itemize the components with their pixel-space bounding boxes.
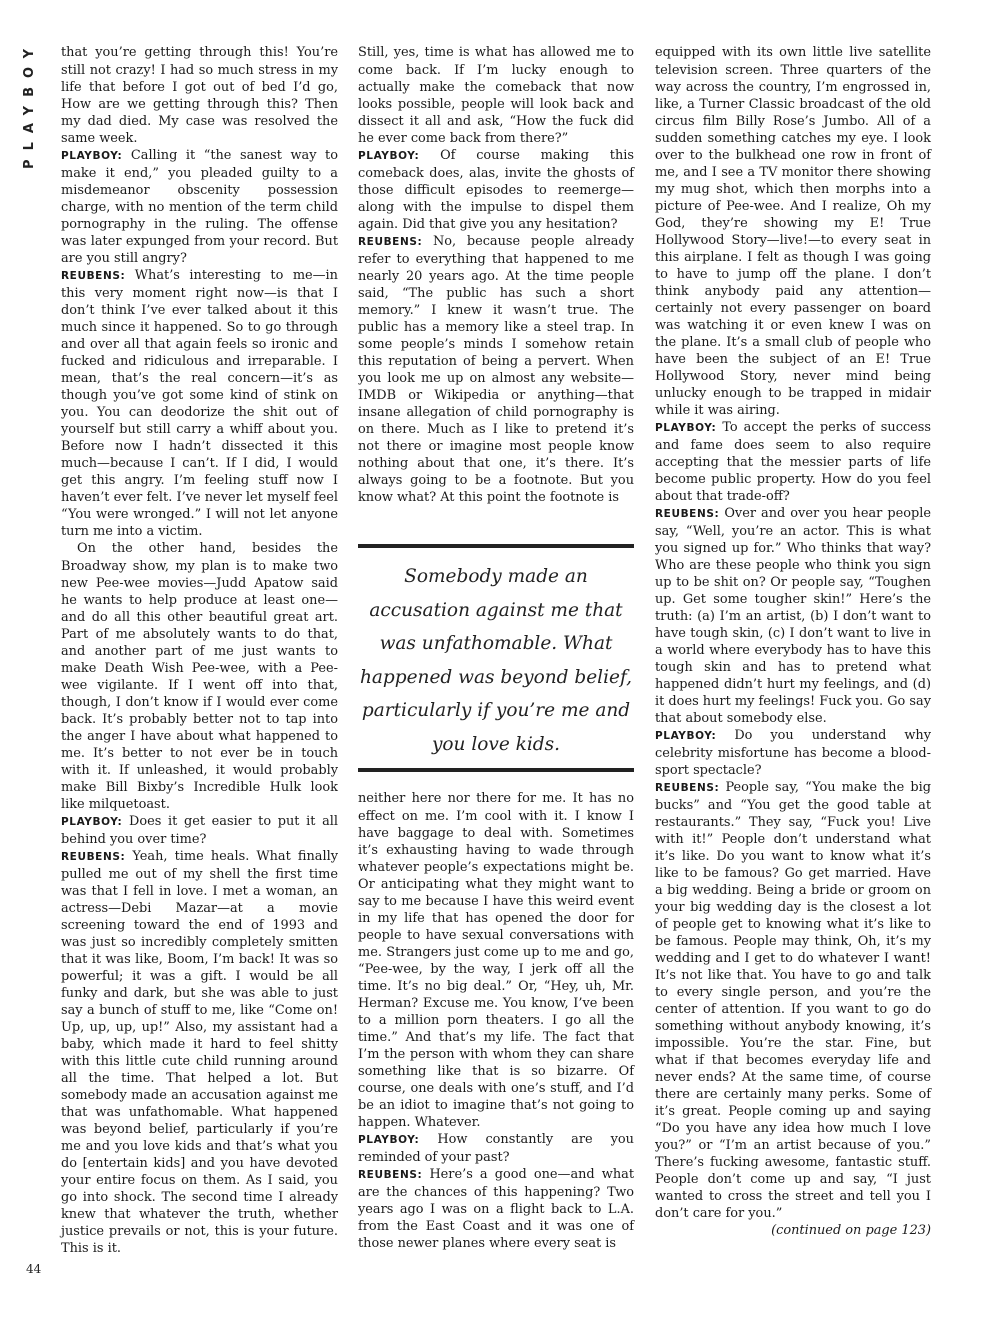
- paragraph: [61, 848, 338, 1257]
- speaker-label: REUBENS:: [61, 851, 126, 863]
- paragraph: [358, 233, 634, 506]
- paragraph: [61, 813, 338, 848]
- paragraph-text: Calling it “the sanest way to make it end,” you pleaded guilty to a misdemeanor obscenity possession charge, with no mention of the term child pornography in the ruling. The offense was later expunged from your record. But are you still angry?: [61, 148, 338, 266]
- paragraph-text: equipped with its own little live satellite television screen. Three quarters of the way across the country, I’m engrossed in, like, a Turner Classic broadcast of the old circus film Billy Rose’s Jumbo. All of a sudden something catches my eye. I look over to the bulkhead one row in front of me, and I see a TV monitor there showing my mug shot, which then morphs into a picture of Pee-wee. And I realize, Oh my God, they’re showing my E! True Hollywood Story—live!—to every seat in this airplane. I felt as though I was going to have to jump off the plane. I don’t think anybody paid any attention—certainly not every passenger on board was watching it or even knew I was on the plane. It’s a small club of people who have been the subject of an E! True Hollywood Story, never mind being unlucky enough to be trapped in midair while it was airing.: [655, 45, 931, 418]
- speaker-label: PLAYBOY:: [655, 422, 717, 434]
- paragraph: [358, 1166, 634, 1252]
- paragraph: [61, 44, 338, 147]
- paragraph-text: On the other hand, besides the Broadway show, my plan is to make two new Pee-wee movies—Judd Apatow said he wants to help produce at least one—and do all this other beautiful great art. Part of me absolutely wants to do that, and another part of me just wants to make Death Wish Pee-wee, with a Pee-wee vigilante. If I went off into that, though, I don’t know if I would ever come back. It’s probably better not to tap into the anger I have about what happened to me. It’s better to not ever be in touch with it. If unleashed, it would probably make Bill Bixby’s Incredible Hulk look like milquetoast.: [61, 541, 338, 812]
- paragraph-text: that you’re getting through this! You’re still not crazy! I had so much stress in my life that before I got out of bed I’d go, How are we getting through this? Then my dad died. My case was resolved the same week.: [61, 45, 338, 146]
- speaker-label: REUBENS:: [655, 508, 720, 520]
- paragraph: [61, 540, 338, 813]
- paragraph-text: To accept the perks of success and fame does seem to also require accepting that the messier parts of life become public property. How do you feel about that trade-off?: [655, 420, 931, 504]
- column-3: [655, 44, 931, 1239]
- speaker-label: PLAYBOY:: [61, 816, 123, 828]
- speaker-label: REUBENS:: [358, 236, 423, 248]
- paragraph: [655, 779, 931, 1222]
- paragraph: [358, 1131, 634, 1166]
- paragraph: [655, 419, 931, 505]
- continued-note: (continued on page 123): [771, 1223, 931, 1238]
- paragraph: [61, 267, 338, 540]
- paragraph: [61, 147, 338, 267]
- pull-quote: [358, 544, 634, 774]
- paragraph: [358, 790, 634, 1131]
- paragraph-text: Yeah, time heals. What finally pulled me out of my shell the first time was that I fell in love. I met a woman, an actress—Debi Mazar—at a movie screening toward the end of 1993 and was just so incredibly completely smitten that it was like, Boom, I’m back! It was so powerful; it was a gift. I would be all funky and dark, but she was able to just say a bunch of stuff to me, like “Come on! Up, up, up, up!” Also, my assistant had a baby, which made it hard to feel shitty with this little cute child running around all the time. That helped a lot. But somebody made an accusation against me that was unfathomable. What happened was beyond belief, particularly if you’re me and you love kids and that’s what you do [entertain kids] and you have devoted your entire focus on them. As I said, you go into shock. The second time I already knew that whatever the truth, whether justice prevails or not, this is your future. This is it.: [61, 849, 338, 1256]
- magazine-sidebar-label: PLAYBOY: [22, 40, 37, 169]
- paragraph-text: No, because people already refer to everything that happened to me nearly 20 years ago. At the time people said, “The public has such a short memory.” I knew it wasn’t true. The public has a memory like a steel trap. In some people’s minds I somehow retain this reputation of being a pervert. When you look me up on almost any website—IMDB or Wikipedia or anything—that insane allegation of child pornography is on there. Much as I like to pretend it’s not there or imagine most people know nothing about that one, it’s there. It’s always going to be a footnote. But you know what? At this point the footnote is: [358, 234, 634, 505]
- paragraph-text: Does it get easier to put it all behind you over time?: [61, 814, 338, 847]
- column-2-top: [358, 44, 634, 506]
- speaker-label: REUBENS:: [61, 270, 126, 282]
- paragraph-text: What’s interesting to me—in this very moment right now—is that I don’t think I’ve ever talked about it this much since it happened. So to go through and over all that again feels so ironic and fucked and ridiculous and irreparable. I mean, that’s the real concern—it’s as though you’ve got some kind of stink on you. You can deodorize the shit out of yourself but still carry a whiff about you. Before now I hadn’t dissected it this much—because I can’t. If I did, I would get this angry. I’m feeling stuff now I haven’t ever felt. I’ve never let myself feel “You were wronged.” I will not let anyone turn me into a victim.: [61, 268, 338, 539]
- paragraph-text: How constantly are you reminded of your past?: [358, 1132, 634, 1165]
- paragraph-text: Do you understand why celebrity misfortune has become a blood-sport spectacle?: [655, 728, 931, 778]
- paragraph-text: People say, “You make the big bucks” and “You get the good table at restaurants.” They say, “Fuck you! Live with it!” People don’t understand what it’s like. Do you want to know what it’s like to be famous? Go get married. Have a big wedding. Being a bride or groom on your big wedding day is the closest a lot of people get to knowing what it’s like to be famous. People may think, Oh, it’s my wedding and I get to do whatever I want! It’s not like that. You have to go and talk to every single person, and you’re the center of attention. If you want to go do something without anybody knowing, it’s impossible. You’re the star. Fine, but what if that becomes everyday life and never ends? At the same time, of course there are certainly many perks. Some of it’s great. People coming up and saying “Do you have any idea how much I love you?” or “I’m an artist because of you.” There’s fucking awesome, fantastic stuff. People don’t come up and say, “I just wanted to cross the street and tell you I don’t care for you.”: [655, 780, 931, 1221]
- paragraph-text: neither here nor there for me. It has no effect on me. I’m cool with it. I know I have baggage to deal with. Sometimes it’s exhausting having to wade through whatever people’s expectations might be. Or anticipating what they might want to say to me because I have this weird event in my life that has opened the door for people to have sexual conversations with me. Strangers just come up to me and go, “Pee-wee, by the way, I jerk off all the time. It’s no big deal.” Or, “Hey, uh, Mr. Herman? Excuse me. You know, I’ve been to a million porn theaters. I go all the time.” And that’s my life. The fact that I’m the person with whom they can share something like that is so bizarre. Of course, one deals with one’s stuff, and I’d be an idiot to imagine that’s not going to happen. Whatever.: [358, 791, 634, 1130]
- speaker-label: PLAYBOY:: [358, 150, 420, 162]
- speaker-label: REUBENS:: [655, 782, 720, 794]
- speaker-label: PLAYBOY:: [655, 730, 717, 742]
- speaker-label: PLAYBOY:: [61, 150, 123, 162]
- column-2-bottom: [358, 790, 634, 1252]
- speaker-label: PLAYBOY:: [358, 1134, 420, 1146]
- paragraph: [655, 44, 931, 419]
- paragraph-text: Still, yes, time is what has allowed me to come back. If I’m lucky enough to actually make the comeback that now looks possible, people will look back and dissect it all and ask, “How the fuck did he ever come back from there?”: [358, 45, 634, 146]
- paragraph: [358, 44, 634, 147]
- paragraph: [655, 505, 931, 727]
- pull-quote-top-rule: [358, 544, 634, 548]
- speaker-label: REUBENS:: [358, 1169, 423, 1181]
- paragraph-text: Over and over you hear people say, “Well, you’re an actor. This is what you signed up for.” Who thinks that way? Who are these people who think you sign up to be shit on? Or people say, “Toughen up. Get some tougher skin!” Here’s the truth: (a) I’m an artist, (b) I don’t want to have tough skin, (c) I don’t want to live in a world where everybody has to have this tough skin and has to pretend what happened didn’t hurt my feelings, and (d) it does hurt my feelings! Fuck you. Go say that about somebody else.: [655, 506, 931, 726]
- paragraph: [655, 727, 931, 779]
- paragraph-text: Of course making this comeback does, alas, invite the ghosts of those difficult episodes to reemerge—along with the impulse to dispel them again. Did that give you any hesitation?: [358, 148, 634, 232]
- column-1: [61, 44, 338, 1257]
- paragraph: [358, 147, 634, 233]
- pull-quote-text: Somebody made an accusation against me that was unfathomable. What happened was beyond belief, particularly if you’re me and you love kids.: [359, 566, 633, 755]
- page-number: 44: [26, 1262, 42, 1276]
- pull-quote-bottom-rule: [358, 768, 634, 772]
- paragraph-text: Here’s a good one—and what are the chances of this happening? Two years ago I was on a flight back to L.A. from the East Coast and it was one of those newer planes where every seat is: [358, 1167, 634, 1251]
